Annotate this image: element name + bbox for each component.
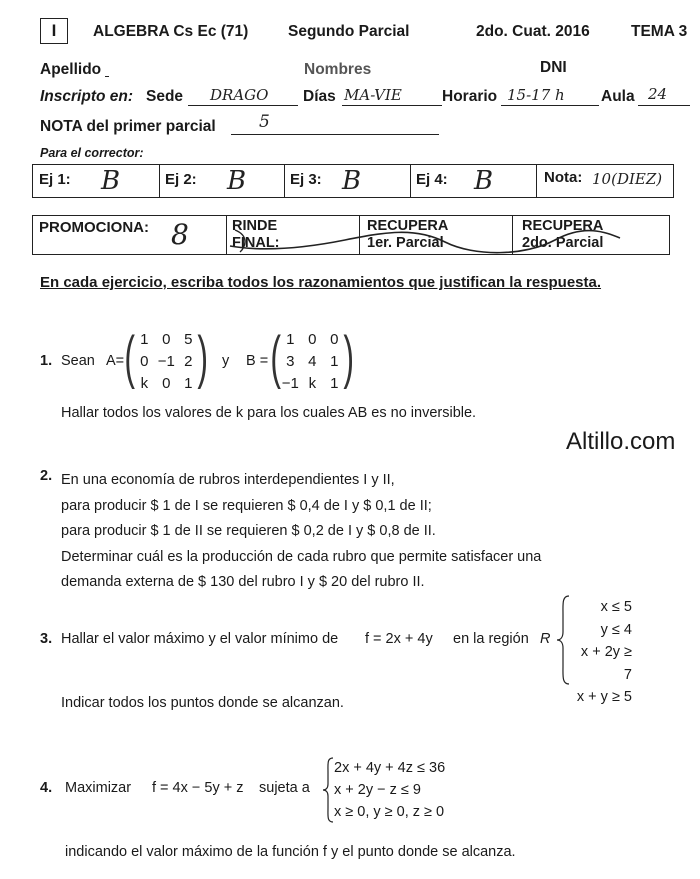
exercise-1-intro: Sean bbox=[61, 353, 95, 369]
promociona-label: PROMOCIONA: bbox=[39, 219, 149, 236]
corrector-title: Para el corrector: bbox=[40, 146, 144, 160]
promociona-cell bbox=[33, 216, 227, 254]
matrix-b: ( 1 0 0 3 4 1 −1 k 1 ) bbox=[270, 325, 355, 392]
dias-label: Días bbox=[303, 88, 336, 105]
exercise-1-number: 1. bbox=[40, 353, 53, 369]
corrector-cell-ej1 bbox=[33, 165, 160, 197]
corrector-table bbox=[32, 164, 674, 198]
nombres-label: Nombres bbox=[304, 61, 372, 78]
term-label: 2do. Cuat. 2016 bbox=[476, 23, 590, 40]
exercise-3-after: Indicar todos los puntos donde se alcanzan. bbox=[61, 695, 344, 711]
exercise-3-text: Hallar el valor máximo y el valor mínimo de bbox=[61, 631, 339, 647]
corrector-cell-nota bbox=[536, 165, 673, 197]
matrix-b-label: B = bbox=[246, 353, 269, 369]
aula-field bbox=[638, 85, 690, 106]
sede-handwritten: DRAGO bbox=[210, 86, 269, 104]
recupera-primer-label: RECUPERA 1er. Parcial bbox=[367, 218, 449, 251]
ej3-grade: B bbox=[342, 166, 362, 196]
horario-label: Horario bbox=[442, 88, 498, 105]
exercise-2-line-3: para producir $ 1 de II se requieren $ 0,2 de I y $ 0,8 de II. bbox=[61, 523, 436, 539]
matrix-a: ( 1 0 5 0 −1 2 k 0 1 ) bbox=[124, 325, 209, 392]
apellido-label: Apellido bbox=[40, 61, 102, 78]
exercise-1-and: y bbox=[222, 353, 230, 369]
exercise-4-constraints: 2x + 4y + 4z ≤ 36 x + 2y − z ≤ 9 x ≥ 0, y ≥ 0, z ≥ 0 bbox=[334, 760, 446, 820]
exercise-4-after: indicando el valor máximo de la función f y el punto donde se alcanza. bbox=[65, 844, 516, 860]
exercise-3-constraints: x ≤ 5 y ≤ 4 x + 2y ≥ 7 x + y ≥ 5 bbox=[576, 599, 632, 705]
exercise-4-function: f = 4x − 5y + z bbox=[152, 780, 244, 796]
ej4-label: Ej 4: bbox=[416, 171, 448, 188]
dni-label: DNI bbox=[540, 59, 567, 76]
exercise-4-text: Maximizar bbox=[65, 780, 132, 796]
ej1-label: Ej 1: bbox=[39, 171, 71, 188]
ej4-grade: B bbox=[474, 166, 494, 196]
horario-handwritten: 15-17 h bbox=[507, 86, 565, 104]
sede-label: Sede bbox=[146, 88, 184, 105]
exercise-2-line-5: demanda externa de $ 130 del rubro I y $ 20 del rubro II. bbox=[61, 574, 425, 590]
ej2-label: Ej 2: bbox=[165, 171, 197, 188]
sede-field bbox=[188, 85, 298, 106]
nota-label: Nota: bbox=[544, 169, 583, 186]
corrector-cell-ej4 bbox=[410, 165, 537, 197]
tema-number-box: I bbox=[40, 18, 68, 44]
exercise-2-text bbox=[61, 468, 541, 596]
dias-handwritten: MA-VIE bbox=[344, 86, 402, 104]
promociona-handwritten: 8 bbox=[171, 218, 189, 251]
course-title: ALGEBRA Cs Ec (71) bbox=[93, 23, 249, 40]
exercise-2-line-4: Determinar cuál es la producción de cada rubro que permite satisfacer una bbox=[61, 548, 542, 565]
exercise-4-number: 4. bbox=[40, 780, 53, 796]
ej1-grade: B bbox=[101, 166, 121, 196]
dias-field bbox=[342, 85, 442, 106]
nota-grade: 10(DIEZ) bbox=[592, 170, 663, 188]
corrector-cell-ej2 bbox=[159, 165, 285, 197]
rinde-label: RINDE FINAL: bbox=[232, 218, 280, 251]
exercise-1 bbox=[40, 326, 560, 396]
strike-scribble bbox=[225, 222, 625, 256]
aula-label: Aula bbox=[601, 88, 635, 105]
tema-label: TEMA 3 bbox=[631, 23, 688, 40]
aula-handwritten: 24 bbox=[648, 85, 668, 103]
exercise-2-line-2: para producir $ 1 de I se requieren $ 0,4 de I y $ 0,1 de II; bbox=[61, 497, 432, 514]
ej2-grade: B bbox=[227, 166, 247, 196]
recupera-segundo-label: RECUPERA 2do. Parcial bbox=[522, 218, 604, 251]
exercise-3-brace bbox=[555, 594, 571, 686]
watermark: Altillo.com bbox=[566, 428, 676, 455]
corrector-cell-ej3 bbox=[284, 165, 411, 197]
inscripto-label: Inscripto en: bbox=[40, 88, 134, 105]
exercise-2-number: 2. bbox=[40, 468, 53, 484]
exercise-2-line-1: En una economía de rubros interdependientes I y II, bbox=[61, 472, 395, 488]
nota-primer-handwritten: 5 bbox=[259, 112, 270, 132]
exercise-3-region: en la región bbox=[453, 631, 529, 647]
exercise-3-function: f = 2x + 4y bbox=[365, 631, 433, 647]
exercise-4-brace bbox=[321, 756, 335, 824]
nota-primer-label: NOTA del primer parcial bbox=[40, 118, 216, 135]
instructions: En cada ejercicio, escriba todos los razonamientos que justifican la respuesta. bbox=[40, 274, 602, 291]
horario-field bbox=[501, 85, 599, 106]
exercise-4-subject: sujeta a bbox=[259, 780, 310, 796]
nota-primer-field bbox=[231, 114, 439, 135]
ej3-label: Ej 3: bbox=[290, 171, 322, 188]
matrix-a-label: A= bbox=[106, 353, 125, 369]
exercise-3-region-r: R bbox=[540, 631, 551, 647]
exercise-1-text: Hallar todos los valores de k para los cuales AB es no inversible. bbox=[61, 405, 477, 421]
exam-title: Segundo Parcial bbox=[288, 23, 410, 40]
apellido-line bbox=[105, 76, 109, 77]
exercise-3-number: 3. bbox=[40, 631, 53, 647]
